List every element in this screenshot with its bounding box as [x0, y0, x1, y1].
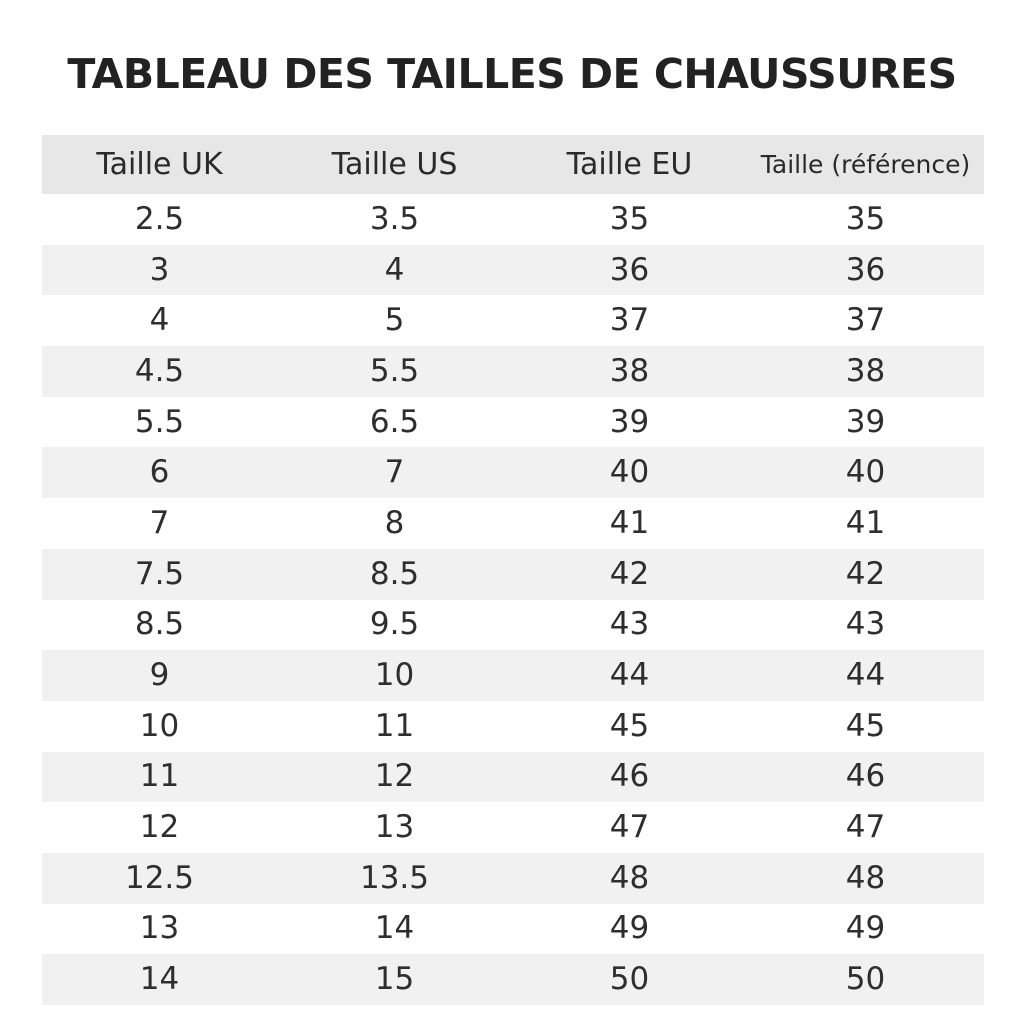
- uk-size-cell: 2.5: [134, 200, 185, 237]
- eu-size-cell: 50: [609, 961, 650, 998]
- reference-size-cell: 39: [845, 403, 886, 440]
- table-header-row: [42, 135, 984, 194]
- reference-size-cell: 38: [845, 352, 886, 389]
- reference-size-cell: 35: [845, 200, 886, 237]
- uk-size-cell: 10: [139, 707, 180, 744]
- reference-size-cell: 37: [845, 302, 886, 339]
- uk-size-cell: 4: [149, 302, 170, 339]
- table-row: [42, 397, 984, 448]
- us-size-cell: 12: [374, 758, 415, 795]
- eu-size-cell: 48: [609, 859, 650, 896]
- uk-size-cell: 7.5: [134, 555, 185, 592]
- reference-size-cell: 50: [845, 961, 886, 998]
- uk-size-cell: 7: [149, 504, 170, 541]
- us-size-cell: 8.5: [369, 555, 420, 592]
- table-row: [42, 600, 984, 651]
- table-row: [42, 904, 984, 955]
- header-eu-size: Taille EU: [566, 146, 693, 182]
- us-size-cell: 10: [374, 657, 415, 694]
- reference-size-cell: 46: [845, 758, 886, 795]
- reference-size-cell: 45: [845, 707, 886, 744]
- us-size-cell: 14: [374, 910, 415, 947]
- us-size-cell: 4: [384, 251, 405, 288]
- us-size-cell: 5: [384, 302, 405, 339]
- reference-size-cell: 42: [845, 555, 886, 592]
- uk-size-cell: 13: [139, 910, 180, 947]
- eu-size-cell: 39: [609, 403, 650, 440]
- table-row: [42, 498, 984, 549]
- table-row: [42, 853, 984, 904]
- table-row: [42, 549, 984, 600]
- uk-size-cell: 12.5: [124, 859, 195, 896]
- eu-size-cell: 46: [609, 758, 650, 795]
- header-reference-size: Taille (référence): [760, 150, 971, 179]
- page-title: TABLEAU DES TAILLES DE CHAUSSURES: [67, 50, 957, 98]
- table-row: [42, 701, 984, 752]
- eu-size-cell: 40: [609, 454, 650, 491]
- table-body: [42, 194, 984, 1005]
- reference-size-cell: 48: [845, 859, 886, 896]
- uk-size-cell: 6: [149, 454, 170, 491]
- us-size-cell: 15: [374, 961, 415, 998]
- uk-size-cell: 11: [139, 758, 180, 795]
- us-size-cell: 13.5: [359, 859, 430, 896]
- uk-size-cell: 8.5: [134, 606, 185, 643]
- eu-size-cell: 49: [609, 910, 650, 947]
- us-size-cell: 6.5: [369, 403, 420, 440]
- table-row: [42, 802, 984, 853]
- eu-size-cell: 43: [609, 606, 650, 643]
- table-row: [42, 752, 984, 803]
- eu-size-cell: 45: [609, 707, 650, 744]
- table-row: [42, 650, 984, 701]
- table-row: [42, 245, 984, 296]
- reference-size-cell: 40: [845, 454, 886, 491]
- table-row: [42, 954, 984, 1005]
- eu-size-cell: 37: [609, 302, 650, 339]
- reference-size-cell: 41: [845, 504, 886, 541]
- table-row: [42, 295, 984, 346]
- eu-size-cell: 36: [609, 251, 650, 288]
- us-size-cell: 5.5: [369, 352, 420, 389]
- uk-size-cell: 5.5: [134, 403, 185, 440]
- table-row: [42, 346, 984, 397]
- us-size-cell: 3.5: [369, 200, 420, 237]
- reference-size-cell: 36: [845, 251, 886, 288]
- uk-size-cell: 3: [149, 251, 170, 288]
- us-size-cell: 13: [374, 809, 415, 846]
- us-size-cell: 7: [384, 454, 405, 491]
- us-size-cell: 11: [374, 707, 415, 744]
- uk-size-cell: 14: [139, 961, 180, 998]
- reference-size-cell: 44: [845, 657, 886, 694]
- us-size-cell: 8: [384, 504, 405, 541]
- eu-size-cell: 47: [609, 809, 650, 846]
- size-chart-table: [42, 135, 984, 1005]
- header-uk-size: Taille UK: [96, 146, 223, 182]
- eu-size-cell: 44: [609, 657, 650, 694]
- us-size-cell: 9.5: [369, 606, 420, 643]
- eu-size-cell: 42: [609, 555, 650, 592]
- uk-size-cell: 12: [139, 809, 180, 846]
- reference-size-cell: 43: [845, 606, 886, 643]
- reference-size-cell: 47: [845, 809, 886, 846]
- uk-size-cell: 9: [149, 657, 170, 694]
- uk-size-cell: 4.5: [134, 352, 185, 389]
- eu-size-cell: 41: [609, 504, 650, 541]
- reference-size-cell: 49: [845, 910, 886, 947]
- eu-size-cell: 38: [609, 352, 650, 389]
- table-row: [42, 447, 984, 498]
- table-row: [42, 194, 984, 245]
- header-us-size: Taille US: [331, 146, 458, 182]
- eu-size-cell: 35: [609, 200, 650, 237]
